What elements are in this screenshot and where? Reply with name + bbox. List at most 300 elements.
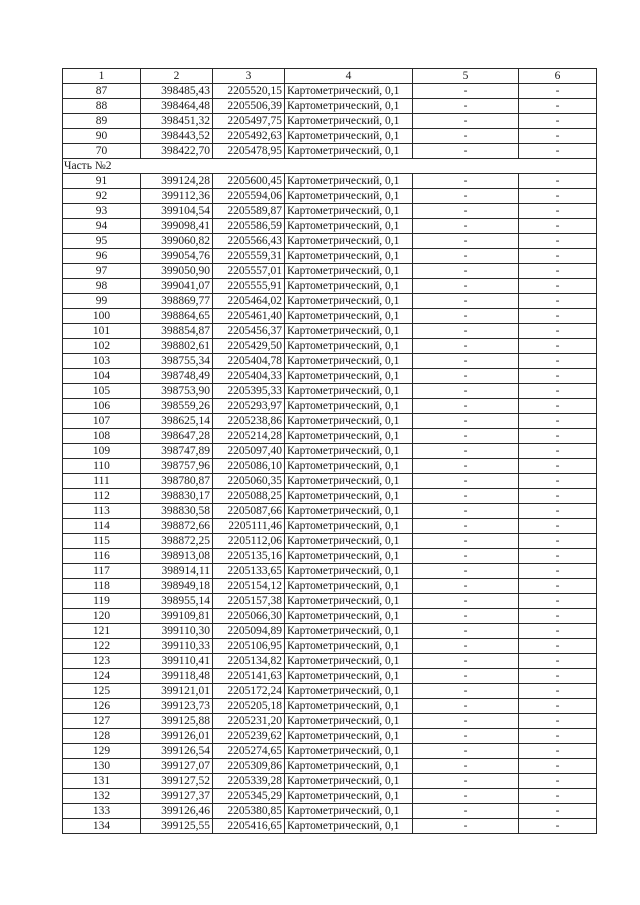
method-cell: Картометрический, 0,1: [285, 459, 413, 474]
point-number-cell: 98: [63, 279, 141, 294]
table-row: [63, 249, 597, 264]
column-6-cell: -: [519, 114, 597, 129]
column-6-cell: -: [519, 219, 597, 234]
table-row: [63, 564, 597, 579]
point-number-cell: 87: [63, 84, 141, 99]
table-row: [63, 744, 597, 759]
y-coordinate-cell: 2205134,82: [213, 654, 285, 669]
table-row: [63, 594, 597, 609]
y-coordinate-cell: 2205594,06: [213, 189, 285, 204]
point-number-cell: 130: [63, 759, 141, 774]
column-5-cell: -: [413, 114, 519, 129]
method-cell: Картометрический, 0,1: [285, 744, 413, 759]
method-cell: Картометрический, 0,1: [285, 564, 413, 579]
method-cell: Картометрический, 0,1: [285, 609, 413, 624]
method-cell: Картометрический, 0,1: [285, 654, 413, 669]
column-5-cell: -: [413, 459, 519, 474]
y-coordinate-cell: 2205520,15: [213, 84, 285, 99]
column-6-cell: -: [519, 399, 597, 414]
column-6-cell: -: [519, 654, 597, 669]
column-6-cell: -: [519, 309, 597, 324]
point-number-cell: 122: [63, 639, 141, 654]
column-6-cell: -: [519, 99, 597, 114]
point-number-cell: 94: [63, 219, 141, 234]
column-5-cell: -: [413, 594, 519, 609]
table-row: [63, 429, 597, 444]
point-number-cell: 120: [63, 609, 141, 624]
column-6-cell: -: [519, 174, 597, 189]
column-6-cell: -: [519, 594, 597, 609]
table-row: [63, 699, 597, 714]
method-cell: Картометрический, 0,1: [285, 84, 413, 99]
y-coordinate-cell: 2205309,86: [213, 759, 285, 774]
x-coordinate-cell: 398780,87: [141, 474, 213, 489]
column-5-cell: -: [413, 324, 519, 339]
column-5-cell: -: [413, 534, 519, 549]
coordinates-table-body: [63, 69, 597, 834]
point-number-cell: 123: [63, 654, 141, 669]
table-row: [63, 609, 597, 624]
method-cell: Картометрический, 0,1: [285, 234, 413, 249]
x-coordinate-cell: 398872,66: [141, 519, 213, 534]
y-coordinate-cell: 2205231,20: [213, 714, 285, 729]
section-heading-row: [63, 159, 597, 174]
column-6-cell: -: [519, 744, 597, 759]
column-5-cell: -: [413, 294, 519, 309]
column-header: 4: [285, 69, 413, 84]
x-coordinate-cell: 398451,32: [141, 114, 213, 129]
column-5-cell: -: [413, 84, 519, 99]
column-6-cell: -: [519, 279, 597, 294]
point-number-cell: 114: [63, 519, 141, 534]
x-coordinate-cell: 399124,28: [141, 174, 213, 189]
y-coordinate-cell: 2205456,37: [213, 324, 285, 339]
y-coordinate-cell: 2205380,85: [213, 804, 285, 819]
y-coordinate-cell: 2205589,87: [213, 204, 285, 219]
table-row: [63, 129, 597, 144]
point-number-cell: 89: [63, 114, 141, 129]
table-row: [63, 309, 597, 324]
x-coordinate-cell: 399041,07: [141, 279, 213, 294]
x-coordinate-cell: 398422,70: [141, 144, 213, 159]
column-6-cell: -: [519, 609, 597, 624]
table-row: [63, 399, 597, 414]
column-6-cell: -: [519, 444, 597, 459]
method-cell: Картометрический, 0,1: [285, 189, 413, 204]
y-coordinate-cell: 2205586,59: [213, 219, 285, 234]
method-cell: Картометрический, 0,1: [285, 789, 413, 804]
column-5-cell: -: [413, 759, 519, 774]
column-header: 3: [213, 69, 285, 84]
method-cell: Картометрический, 0,1: [285, 144, 413, 159]
column-5-cell: -: [413, 819, 519, 834]
column-6-cell: -: [519, 564, 597, 579]
point-number-cell: 97: [63, 264, 141, 279]
x-coordinate-cell: 398830,17: [141, 489, 213, 504]
point-number-cell: 90: [63, 129, 141, 144]
y-coordinate-cell: 2205497,75: [213, 114, 285, 129]
point-number-cell: 92: [63, 189, 141, 204]
point-number-cell: 118: [63, 579, 141, 594]
point-number-cell: 99: [63, 294, 141, 309]
point-number-cell: 125: [63, 684, 141, 699]
y-coordinate-cell: 2205416,65: [213, 819, 285, 834]
column-header: 5: [413, 69, 519, 84]
column-6-cell: -: [519, 429, 597, 444]
column-5-cell: -: [413, 369, 519, 384]
point-number-cell: 117: [63, 564, 141, 579]
method-cell: Картометрический, 0,1: [285, 129, 413, 144]
x-coordinate-cell: 399125,55: [141, 819, 213, 834]
column-5-cell: -: [413, 564, 519, 579]
y-coordinate-cell: 2205060,35: [213, 474, 285, 489]
column-6-cell: -: [519, 324, 597, 339]
column-6-cell: -: [519, 264, 597, 279]
point-number-cell: 105: [63, 384, 141, 399]
column-6-cell: -: [519, 684, 597, 699]
table-row: [63, 639, 597, 654]
x-coordinate-cell: 398748,49: [141, 369, 213, 384]
x-coordinate-cell: 399127,37: [141, 789, 213, 804]
point-number-cell: 101: [63, 324, 141, 339]
point-number-cell: 103: [63, 354, 141, 369]
table-row: [63, 294, 597, 309]
column-5-cell: -: [413, 234, 519, 249]
x-coordinate-cell: 399104,54: [141, 204, 213, 219]
column-5-cell: -: [413, 384, 519, 399]
table-row: [63, 654, 597, 669]
x-coordinate-cell: 398755,34: [141, 354, 213, 369]
point-number-cell: 88: [63, 99, 141, 114]
method-cell: Картометрический, 0,1: [285, 759, 413, 774]
table-row: [63, 549, 597, 564]
table-row: [63, 504, 597, 519]
method-cell: Картометрический, 0,1: [285, 504, 413, 519]
column-6-cell: -: [519, 369, 597, 384]
table-row: [63, 444, 597, 459]
point-number-cell: 116: [63, 549, 141, 564]
table-row: [63, 684, 597, 699]
point-number-cell: 70: [63, 144, 141, 159]
x-coordinate-cell: 398625,14: [141, 414, 213, 429]
point-number-cell: 129: [63, 744, 141, 759]
method-cell: Картометрический, 0,1: [285, 339, 413, 354]
point-number-cell: 100: [63, 309, 141, 324]
method-cell: Картометрический, 0,1: [285, 489, 413, 504]
point-number-cell: 132: [63, 789, 141, 804]
column-6-cell: -: [519, 249, 597, 264]
column-5-cell: -: [413, 639, 519, 654]
y-coordinate-cell: 2205492,63: [213, 129, 285, 144]
point-number-cell: 119: [63, 594, 141, 609]
point-number-cell: 93: [63, 204, 141, 219]
method-cell: Картометрический, 0,1: [285, 594, 413, 609]
y-coordinate-cell: 2205066,30: [213, 609, 285, 624]
method-cell: Картометрический, 0,1: [285, 249, 413, 264]
column-6-cell: -: [519, 819, 597, 834]
point-number-cell: 112: [63, 489, 141, 504]
y-coordinate-cell: 2205339,28: [213, 774, 285, 789]
y-coordinate-cell: 2205461,40: [213, 309, 285, 324]
table-row: [63, 189, 597, 204]
column-5-cell: -: [413, 444, 519, 459]
point-number-cell: 107: [63, 414, 141, 429]
method-cell: Картометрический, 0,1: [285, 774, 413, 789]
x-coordinate-cell: 399127,07: [141, 759, 213, 774]
column-5-cell: -: [413, 744, 519, 759]
x-coordinate-cell: 398753,90: [141, 384, 213, 399]
y-coordinate-cell: 2205088,25: [213, 489, 285, 504]
column-header: 2: [141, 69, 213, 84]
method-cell: Картометрический, 0,1: [285, 384, 413, 399]
y-coordinate-cell: 2205154,12: [213, 579, 285, 594]
table-row: [63, 174, 597, 189]
method-cell: Картометрический, 0,1: [285, 114, 413, 129]
method-cell: Картометрический, 0,1: [285, 699, 413, 714]
table-row: [63, 84, 597, 99]
y-coordinate-cell: 2205172,24: [213, 684, 285, 699]
column-6-cell: -: [519, 624, 597, 639]
y-coordinate-cell: 2205395,33: [213, 384, 285, 399]
method-cell: Картометрический, 0,1: [285, 549, 413, 564]
column-5-cell: -: [413, 579, 519, 594]
y-coordinate-cell: 2205566,43: [213, 234, 285, 249]
column-6-cell: -: [519, 549, 597, 564]
table-row: [63, 579, 597, 594]
point-number-cell: 96: [63, 249, 141, 264]
method-cell: Картометрический, 0,1: [285, 309, 413, 324]
point-number-cell: 126: [63, 699, 141, 714]
column-6-cell: -: [519, 789, 597, 804]
table-row: [63, 279, 597, 294]
y-coordinate-cell: 2205205,18: [213, 699, 285, 714]
x-coordinate-cell: 399126,54: [141, 744, 213, 759]
table-row: [63, 624, 597, 639]
x-coordinate-cell: 399060,82: [141, 234, 213, 249]
table-row: [63, 804, 597, 819]
column-5-cell: -: [413, 804, 519, 819]
method-cell: Картометрический, 0,1: [285, 174, 413, 189]
column-5-cell: -: [413, 609, 519, 624]
method-cell: Картометрический, 0,1: [285, 204, 413, 219]
table-row: [63, 234, 597, 249]
column-6-cell: -: [519, 354, 597, 369]
x-coordinate-cell: 398802,61: [141, 339, 213, 354]
table-row: [63, 219, 597, 234]
column-5-cell: -: [413, 204, 519, 219]
point-number-cell: 121: [63, 624, 141, 639]
column-6-cell: -: [519, 504, 597, 519]
x-coordinate-cell: 399125,88: [141, 714, 213, 729]
x-coordinate-cell: 399050,90: [141, 264, 213, 279]
x-coordinate-cell: 399110,41: [141, 654, 213, 669]
method-cell: Картометрический, 0,1: [285, 99, 413, 114]
column-5-cell: -: [413, 354, 519, 369]
column-6-cell: -: [519, 519, 597, 534]
x-coordinate-cell: 398864,65: [141, 309, 213, 324]
method-cell: Картометрический, 0,1: [285, 369, 413, 384]
y-coordinate-cell: 2205464,02: [213, 294, 285, 309]
column-6-cell: -: [519, 534, 597, 549]
y-coordinate-cell: 2205555,91: [213, 279, 285, 294]
x-coordinate-cell: 398854,87: [141, 324, 213, 339]
column-5-cell: -: [413, 249, 519, 264]
column-5-cell: -: [413, 429, 519, 444]
x-coordinate-cell: 399121,01: [141, 684, 213, 699]
method-cell: Картометрический, 0,1: [285, 624, 413, 639]
column-5-cell: -: [413, 399, 519, 414]
table-row: [63, 414, 597, 429]
column-5-cell: -: [413, 129, 519, 144]
x-coordinate-cell: 398913,08: [141, 549, 213, 564]
point-number-cell: 106: [63, 399, 141, 414]
x-coordinate-cell: 399109,81: [141, 609, 213, 624]
y-coordinate-cell: 2205106,95: [213, 639, 285, 654]
method-cell: Картометрический, 0,1: [285, 294, 413, 309]
table-row: [63, 819, 597, 834]
y-coordinate-cell: 2205087,66: [213, 504, 285, 519]
column-5-cell: -: [413, 219, 519, 234]
point-number-cell: 111: [63, 474, 141, 489]
column-5-cell: -: [413, 774, 519, 789]
y-coordinate-cell: 2205239,62: [213, 729, 285, 744]
point-number-cell: 108: [63, 429, 141, 444]
x-coordinate-cell: 399112,36: [141, 189, 213, 204]
y-coordinate-cell: 2205238,86: [213, 414, 285, 429]
y-coordinate-cell: 2205600,45: [213, 174, 285, 189]
column-5-cell: -: [413, 624, 519, 639]
y-coordinate-cell: 2205478,95: [213, 144, 285, 159]
column-5-cell: -: [413, 174, 519, 189]
method-cell: Картометрический, 0,1: [285, 579, 413, 594]
column-5-cell: -: [413, 489, 519, 504]
x-coordinate-cell: 398747,89: [141, 444, 213, 459]
x-coordinate-cell: 398872,25: [141, 534, 213, 549]
y-coordinate-cell: 2205097,40: [213, 444, 285, 459]
table-row: [63, 204, 597, 219]
point-number-cell: 113: [63, 504, 141, 519]
column-5-cell: -: [413, 519, 519, 534]
column-6-cell: -: [519, 84, 597, 99]
x-coordinate-cell: 398914,11: [141, 564, 213, 579]
table-row: [63, 759, 597, 774]
y-coordinate-cell: 2205404,33: [213, 369, 285, 384]
y-coordinate-cell: 2205404,78: [213, 354, 285, 369]
y-coordinate-cell: 2205293,97: [213, 399, 285, 414]
table-row: [63, 774, 597, 789]
table-row: [63, 459, 597, 474]
column-5-cell: -: [413, 339, 519, 354]
table-row: [63, 789, 597, 804]
method-cell: Картометрический, 0,1: [285, 729, 413, 744]
x-coordinate-cell: 398485,43: [141, 84, 213, 99]
method-cell: Картометрический, 0,1: [285, 429, 413, 444]
column-6-cell: -: [519, 459, 597, 474]
x-coordinate-cell: 398443,52: [141, 129, 213, 144]
table-row: [63, 369, 597, 384]
column-5-cell: -: [413, 264, 519, 279]
column-6-cell: -: [519, 729, 597, 744]
table-row: [63, 99, 597, 114]
x-coordinate-cell: 398647,28: [141, 429, 213, 444]
table-row: [63, 339, 597, 354]
method-cell: Картометрический, 0,1: [285, 474, 413, 489]
y-coordinate-cell: 2205135,16: [213, 549, 285, 564]
method-cell: Картометрический, 0,1: [285, 669, 413, 684]
x-coordinate-cell: 399126,01: [141, 729, 213, 744]
column-5-cell: -: [413, 789, 519, 804]
column-6-cell: -: [519, 474, 597, 489]
method-cell: Картометрический, 0,1: [285, 354, 413, 369]
table-row: [63, 264, 597, 279]
table-row: [63, 354, 597, 369]
y-coordinate-cell: 2205559,31: [213, 249, 285, 264]
table-row: [63, 474, 597, 489]
x-coordinate-cell: 398955,14: [141, 594, 213, 609]
point-number-cell: 102: [63, 339, 141, 354]
method-cell: Картометрический, 0,1: [285, 414, 413, 429]
column-5-cell: -: [413, 669, 519, 684]
method-cell: Картометрический, 0,1: [285, 804, 413, 819]
column-header: 1: [63, 69, 141, 84]
column-6-cell: -: [519, 489, 597, 504]
table-row: [63, 714, 597, 729]
y-coordinate-cell: 2205214,28: [213, 429, 285, 444]
y-coordinate-cell: 2205086,10: [213, 459, 285, 474]
method-cell: Картометрический, 0,1: [285, 399, 413, 414]
table-row: [63, 324, 597, 339]
y-coordinate-cell: 2205557,01: [213, 264, 285, 279]
column-5-cell: -: [413, 714, 519, 729]
table-row: [63, 144, 597, 159]
table-row: [63, 114, 597, 129]
point-number-cell: 133: [63, 804, 141, 819]
column-5-cell: -: [413, 729, 519, 744]
column-6-cell: -: [519, 204, 597, 219]
column-5-cell: -: [413, 504, 519, 519]
table-row: [63, 519, 597, 534]
point-number-cell: 131: [63, 774, 141, 789]
column-5-cell: -: [413, 99, 519, 114]
point-number-cell: 127: [63, 714, 141, 729]
x-coordinate-cell: 399127,52: [141, 774, 213, 789]
column-5-cell: -: [413, 414, 519, 429]
y-coordinate-cell: 2205141,63: [213, 669, 285, 684]
x-coordinate-cell: 399054,76: [141, 249, 213, 264]
method-cell: Картометрический, 0,1: [285, 264, 413, 279]
column-5-cell: -: [413, 189, 519, 204]
method-cell: Картометрический, 0,1: [285, 219, 413, 234]
point-number-cell: 128: [63, 729, 141, 744]
column-6-cell: -: [519, 699, 597, 714]
method-cell: Картометрический, 0,1: [285, 324, 413, 339]
point-number-cell: 104: [63, 369, 141, 384]
x-coordinate-cell: 399110,33: [141, 639, 213, 654]
table-row: [63, 669, 597, 684]
column-6-cell: -: [519, 144, 597, 159]
x-coordinate-cell: 399123,73: [141, 699, 213, 714]
coordinates-table: [62, 68, 597, 834]
column-6-cell: -: [519, 339, 597, 354]
point-number-cell: 124: [63, 669, 141, 684]
column-6-cell: -: [519, 774, 597, 789]
column-5-cell: -: [413, 279, 519, 294]
method-cell: Картометрический, 0,1: [285, 684, 413, 699]
table-row: [63, 534, 597, 549]
method-cell: Картометрический, 0,1: [285, 714, 413, 729]
y-coordinate-cell: 2205429,50: [213, 339, 285, 354]
method-cell: Картометрический, 0,1: [285, 639, 413, 654]
